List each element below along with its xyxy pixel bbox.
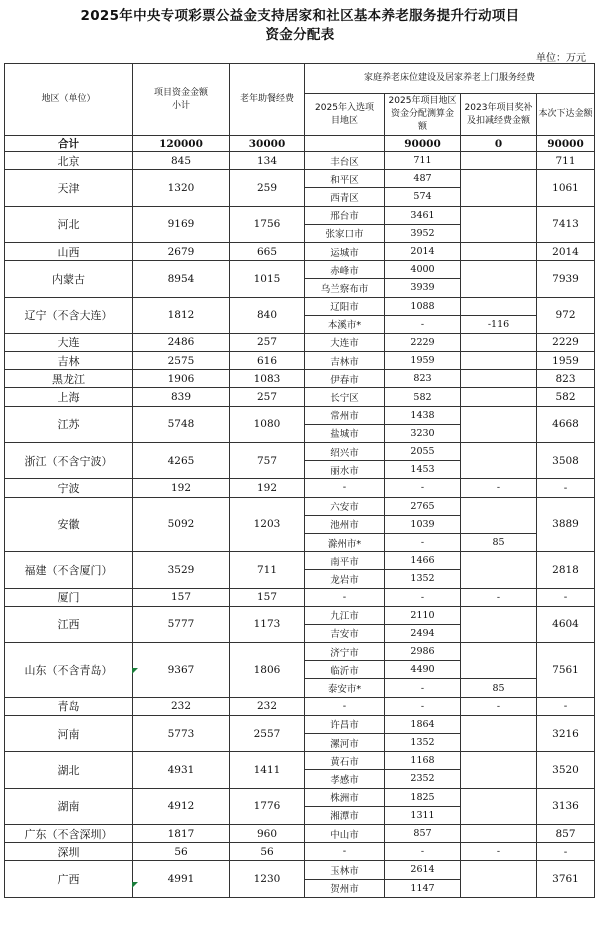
calc-amount-cell: 1825	[385, 788, 461, 806]
selected-area-cell: -	[305, 843, 385, 861]
subtotal-cell: 232	[133, 697, 230, 715]
adjust-amount-cell	[461, 443, 537, 479]
adjust-amount-cell	[461, 752, 537, 788]
meal-cell: 1776	[230, 788, 305, 824]
issued-amount-cell: 3520	[537, 752, 595, 788]
selected-area-cell: 丰台区	[305, 152, 385, 170]
header-group: 家庭养老床位建设及居家养老上门服务经费	[305, 64, 595, 94]
calc-amount-cell: -	[385, 533, 461, 551]
table-row	[5, 333, 595, 351]
meal-cell: 257	[230, 333, 305, 351]
selected-area-cell: 临沂市	[305, 661, 385, 679]
selected-area-cell: 中山市	[305, 824, 385, 842]
region-cell: 宁波	[5, 479, 133, 497]
selected-area-cell: 池州市	[305, 515, 385, 533]
comment-marker-icon	[132, 882, 138, 888]
table-row	[5, 370, 595, 388]
selected-area-cell: 泰安市*	[305, 679, 385, 697]
selected-area-cell: 黄石市	[305, 752, 385, 770]
calc-amount-cell: 487	[385, 170, 461, 188]
subtotal-cell: 2486	[133, 333, 230, 351]
issued-amount-cell: 2818	[537, 552, 595, 588]
calc-amount-cell: 2765	[385, 497, 461, 515]
header-meal: 老年助餐经费	[230, 64, 305, 136]
subtotal-cell: 9169	[133, 206, 230, 242]
region-cell: 厦门	[5, 588, 133, 606]
adjust-amount-cell	[461, 333, 537, 351]
calc-amount-cell: 823	[385, 370, 461, 388]
calc-amount-cell: 3939	[385, 279, 461, 297]
total-subtotal: 120000	[133, 136, 230, 152]
issued-amount-cell: -	[537, 588, 595, 606]
meal-cell: 157	[230, 588, 305, 606]
subtotal-cell: 845	[133, 152, 230, 170]
meal-cell: 56	[230, 843, 305, 861]
calc-amount-cell: 1352	[385, 570, 461, 588]
issued-amount-cell: 823	[537, 370, 595, 388]
calc-amount-cell: 2110	[385, 606, 461, 624]
subtotal-cell: 1320	[133, 170, 230, 206]
region-cell: 江苏	[5, 406, 133, 442]
adjust-amount-cell	[461, 788, 537, 824]
selected-area-cell: 邢台市	[305, 206, 385, 224]
selected-area-cell: 绍兴市	[305, 443, 385, 461]
header-adjust-text: 2023年项目奖补及扣减经费金额	[464, 102, 533, 126]
region-cell: 江西	[5, 606, 133, 642]
table-row	[5, 497, 595, 515]
meal-cell: 1080	[230, 406, 305, 442]
selected-area-cell: 常州市	[305, 406, 385, 424]
adjust-amount-cell	[461, 206, 537, 242]
header-selected	[305, 94, 385, 136]
total-row	[5, 136, 595, 152]
table-row	[5, 206, 595, 224]
calc-amount-cell: 1466	[385, 552, 461, 570]
subtotal-cell: 1817	[133, 824, 230, 842]
adjust-amount-cell	[461, 824, 537, 842]
issued-amount-cell: 582	[537, 388, 595, 406]
subtotal-cell: 4912	[133, 788, 230, 824]
subtotal-cell: 5092	[133, 497, 230, 552]
subtotal-cell: 4931	[133, 752, 230, 788]
region-cell: 湖南	[5, 788, 133, 824]
calc-amount-cell: 1438	[385, 406, 461, 424]
table-row	[5, 843, 595, 861]
calc-amount-cell: 2986	[385, 643, 461, 661]
table-row	[5, 697, 595, 715]
calc-amount-cell: 582	[385, 388, 461, 406]
region-cell: 山西	[5, 242, 133, 260]
adjust-amount-cell	[461, 606, 537, 642]
adjust-amount-cell: -	[461, 479, 537, 497]
adjust-amount-cell	[461, 406, 537, 442]
meal-cell: 134	[230, 152, 305, 170]
selected-area-cell: 六安市	[305, 497, 385, 515]
meal-cell: 616	[230, 352, 305, 370]
selected-area-cell: 济宁市	[305, 643, 385, 661]
adjust-amount-cell	[461, 170, 537, 206]
subtotal-cell: 56	[133, 843, 230, 861]
total-meal: 30000	[230, 136, 305, 152]
selected-area-cell: 西青区	[305, 188, 385, 206]
calc-amount-cell: -	[385, 479, 461, 497]
selected-area-cell: 张家口市	[305, 224, 385, 242]
total-calc: 90000	[385, 136, 461, 152]
adjust-amount-cell: 85	[461, 679, 537, 697]
header-subtotal-text: 项目资金金额小计	[153, 87, 208, 111]
selected-area-cell: 龙岩市	[305, 570, 385, 588]
subtotal-cell: 3529	[133, 552, 230, 588]
calc-amount-cell: 574	[385, 188, 461, 206]
selected-area-cell: 漯河市	[305, 734, 385, 752]
selected-area-cell: -	[305, 697, 385, 715]
selected-area-cell: 湘潭市	[305, 806, 385, 824]
region-cell: 黑龙江	[5, 370, 133, 388]
calc-amount-cell: 2229	[385, 333, 461, 351]
calc-amount-cell: -	[385, 697, 461, 715]
header-calc	[385, 94, 461, 136]
calc-amount-cell: 1039	[385, 515, 461, 533]
selected-area-cell: 玉林市	[305, 861, 385, 879]
table-row	[5, 388, 595, 406]
adjust-amount-cell	[461, 370, 537, 388]
table-row	[5, 606, 595, 624]
meal-cell: 1203	[230, 497, 305, 552]
header-calc-text: 2025年项目地区资金分配测算金额	[388, 96, 457, 132]
total-adjust: 0	[461, 136, 537, 152]
table-row	[5, 552, 595, 570]
meal-cell: 711	[230, 552, 305, 588]
meal-cell: 1806	[230, 643, 305, 698]
meal-cell: 232	[230, 697, 305, 715]
subtotal-cell: 5777	[133, 606, 230, 642]
meal-cell: 257	[230, 388, 305, 406]
selected-area-cell: 辽阳市	[305, 297, 385, 315]
calc-amount-cell: -	[385, 315, 461, 333]
region-cell: 辽宁（不含大连）	[5, 297, 133, 333]
calc-amount-cell: 1168	[385, 752, 461, 770]
total-selected	[305, 136, 385, 152]
adjust-amount-cell: -	[461, 697, 537, 715]
region-cell: 浙江（不含宁波）	[5, 443, 133, 479]
calc-amount-cell: -	[385, 588, 461, 606]
selected-area-cell: 大连市	[305, 333, 385, 351]
issued-amount-cell: 4668	[537, 406, 595, 442]
adjust-amount-cell	[461, 297, 537, 315]
table-row	[5, 242, 595, 260]
issued-amount-cell: -	[537, 697, 595, 715]
calc-amount-cell: 3461	[385, 206, 461, 224]
issued-amount-cell: 7413	[537, 206, 595, 242]
calc-amount-cell: 2055	[385, 443, 461, 461]
calc-amount-cell: 1311	[385, 806, 461, 824]
issued-amount-cell: 3889	[537, 497, 595, 552]
subtotal-cell: 8954	[133, 261, 230, 297]
table-row	[5, 715, 595, 733]
table-row	[5, 643, 595, 661]
selected-area-cell: 运城市	[305, 242, 385, 260]
header-region: 地区（单位）	[5, 64, 133, 136]
adjust-amount-cell	[461, 643, 537, 679]
adjust-amount-cell	[461, 152, 537, 170]
table-row	[5, 406, 595, 424]
meal-cell: 1756	[230, 206, 305, 242]
calc-amount-cell: 4490	[385, 661, 461, 679]
meal-cell: 757	[230, 443, 305, 479]
calc-amount-cell: 857	[385, 824, 461, 842]
total-issued: 90000	[537, 136, 595, 152]
page-title: 2025年中央专项彩票公益金支持居家和社区基本养老服务提升行动项目	[80, 8, 520, 24]
meal-cell: 1173	[230, 606, 305, 642]
issued-amount-cell: 2014	[537, 242, 595, 260]
meal-cell: 1230	[230, 861, 305, 897]
issued-amount-cell: 3216	[537, 715, 595, 751]
region-cell: 青岛	[5, 697, 133, 715]
issued-amount-cell: 1959	[537, 352, 595, 370]
adjust-amount-cell	[461, 242, 537, 260]
region-cell: 广西	[5, 861, 133, 897]
selected-area-cell: 许昌市	[305, 715, 385, 733]
adjust-amount-cell: 85	[461, 533, 537, 551]
table-row	[5, 170, 595, 188]
selected-area-cell: -	[305, 479, 385, 497]
issued-amount-cell: 3136	[537, 788, 595, 824]
calc-amount-cell: -	[385, 843, 461, 861]
adjust-amount-cell	[461, 388, 537, 406]
region-cell: 河北	[5, 206, 133, 242]
calc-amount-cell: 1088	[385, 297, 461, 315]
region-cell: 上海	[5, 388, 133, 406]
table-row	[5, 352, 595, 370]
table-row	[5, 297, 595, 315]
subtotal-cell: 5773	[133, 715, 230, 751]
selected-area-cell: 南平市	[305, 552, 385, 570]
issued-amount-cell: 7561	[537, 643, 595, 698]
calc-amount-cell: 4000	[385, 261, 461, 279]
selected-area-cell: 滁州市*	[305, 533, 385, 551]
issued-amount-cell: 972	[537, 297, 595, 333]
region-cell: 湖北	[5, 752, 133, 788]
table-row	[5, 752, 595, 770]
subtotal-cell: 9367	[133, 643, 230, 698]
issued-amount-cell: 3508	[537, 443, 595, 479]
selected-area-cell: 本溪市*	[305, 315, 385, 333]
calc-amount-cell: 1147	[385, 879, 461, 897]
selected-area-cell: 伊春市	[305, 370, 385, 388]
selected-area-cell: 吉安市	[305, 624, 385, 642]
subtotal-cell: 839	[133, 388, 230, 406]
selected-area-cell: 长宁区	[305, 388, 385, 406]
meal-cell: 1083	[230, 370, 305, 388]
adjust-amount-cell: -116	[461, 315, 537, 333]
meal-cell: 960	[230, 824, 305, 842]
calc-amount-cell: 3230	[385, 424, 461, 442]
table-row	[5, 588, 595, 606]
region-cell: 安徽	[5, 497, 133, 552]
header-adjust	[461, 94, 537, 136]
calc-amount-cell: -	[385, 679, 461, 697]
header-selected-text: 2025年入选项目地区	[315, 102, 374, 126]
calc-amount-cell: 1959	[385, 352, 461, 370]
region-cell: 北京	[5, 152, 133, 170]
selected-area-cell: 吉林市	[305, 352, 385, 370]
selected-area-cell: 盐城市	[305, 424, 385, 442]
header-issued: 本次下达金额	[537, 94, 595, 136]
comment-marker-icon	[132, 668, 138, 674]
issued-amount-cell: 2229	[537, 333, 595, 351]
calc-amount-cell: 2494	[385, 624, 461, 642]
issued-amount-cell: -	[537, 843, 595, 861]
selected-area-cell: -	[305, 588, 385, 606]
page-subtitle: 资金分配表	[265, 27, 335, 43]
subtotal-cell: 157	[133, 588, 230, 606]
selected-area-cell: 乌兰察布市	[305, 279, 385, 297]
table-row	[5, 261, 595, 279]
subtotal-cell: 4265	[133, 443, 230, 479]
table-row	[5, 861, 595, 879]
selected-area-cell: 株洲市	[305, 788, 385, 806]
meal-cell: 2557	[230, 715, 305, 751]
selected-area-cell: 和平区	[305, 170, 385, 188]
table-row	[5, 152, 595, 170]
region-cell: 河南	[5, 715, 133, 751]
total-label: 合计	[5, 136, 133, 152]
selected-area-cell: 丽水市	[305, 461, 385, 479]
calc-amount-cell: 1352	[385, 734, 461, 752]
adjust-amount-cell	[461, 552, 537, 588]
meal-cell: 1015	[230, 261, 305, 297]
region-cell: 福建（不含厦门）	[5, 552, 133, 588]
subtotal-cell: 1906	[133, 370, 230, 388]
selected-area-cell: 九江市	[305, 606, 385, 624]
adjust-amount-cell: -	[461, 843, 537, 861]
region-cell: 内蒙古	[5, 261, 133, 297]
adjust-amount-cell	[461, 497, 537, 533]
region-cell: 天津	[5, 170, 133, 206]
issued-amount-cell: 4604	[537, 606, 595, 642]
issued-amount-cell: 3761	[537, 861, 595, 897]
unit-label: 单位：万元	[536, 53, 586, 64]
calc-amount-cell: 2614	[385, 861, 461, 879]
calc-amount-cell: 1864	[385, 715, 461, 733]
region-cell: 山东（不含青岛）	[5, 643, 133, 698]
region-cell: 深圳	[5, 843, 133, 861]
subtotal-cell: 2679	[133, 242, 230, 260]
adjust-amount-cell	[461, 261, 537, 297]
adjust-amount-cell	[461, 861, 537, 897]
subtotal-cell: 192	[133, 479, 230, 497]
header-subtotal	[133, 64, 230, 136]
calc-amount-cell: 3952	[385, 224, 461, 242]
table-row	[5, 788, 595, 806]
region-cell: 大连	[5, 333, 133, 351]
issued-amount-cell: 7939	[537, 261, 595, 297]
issued-amount-cell: 1061	[537, 170, 595, 206]
table-row	[5, 824, 595, 842]
region-cell: 吉林	[5, 352, 133, 370]
selected-area-cell: 孝感市	[305, 770, 385, 788]
selected-area-cell: 贺州市	[305, 879, 385, 897]
adjust-amount-cell: -	[461, 588, 537, 606]
table-row	[5, 479, 595, 497]
meal-cell: 840	[230, 297, 305, 333]
selected-area-cell: 赤峰市	[305, 261, 385, 279]
subtotal-cell: 2575	[133, 352, 230, 370]
allocation-table	[4, 63, 595, 898]
meal-cell: 192	[230, 479, 305, 497]
adjust-amount-cell	[461, 715, 537, 751]
table-row	[5, 443, 595, 461]
calc-amount-cell: 1453	[385, 461, 461, 479]
subtotal-cell: 1812	[133, 297, 230, 333]
issued-amount-cell: 711	[537, 152, 595, 170]
adjust-amount-cell	[461, 352, 537, 370]
meal-cell: 1411	[230, 752, 305, 788]
calc-amount-cell: 2014	[385, 242, 461, 260]
meal-cell: 665	[230, 242, 305, 260]
calc-amount-cell: 711	[385, 152, 461, 170]
meal-cell: 259	[230, 170, 305, 206]
subtotal-cell: 4991	[133, 861, 230, 897]
subtotal-cell: 5748	[133, 406, 230, 442]
issued-amount-cell: -	[537, 479, 595, 497]
region-cell: 广东（不含深圳）	[5, 824, 133, 842]
issued-amount-cell: 857	[537, 824, 595, 842]
table-body	[5, 136, 595, 898]
calc-amount-cell: 2352	[385, 770, 461, 788]
